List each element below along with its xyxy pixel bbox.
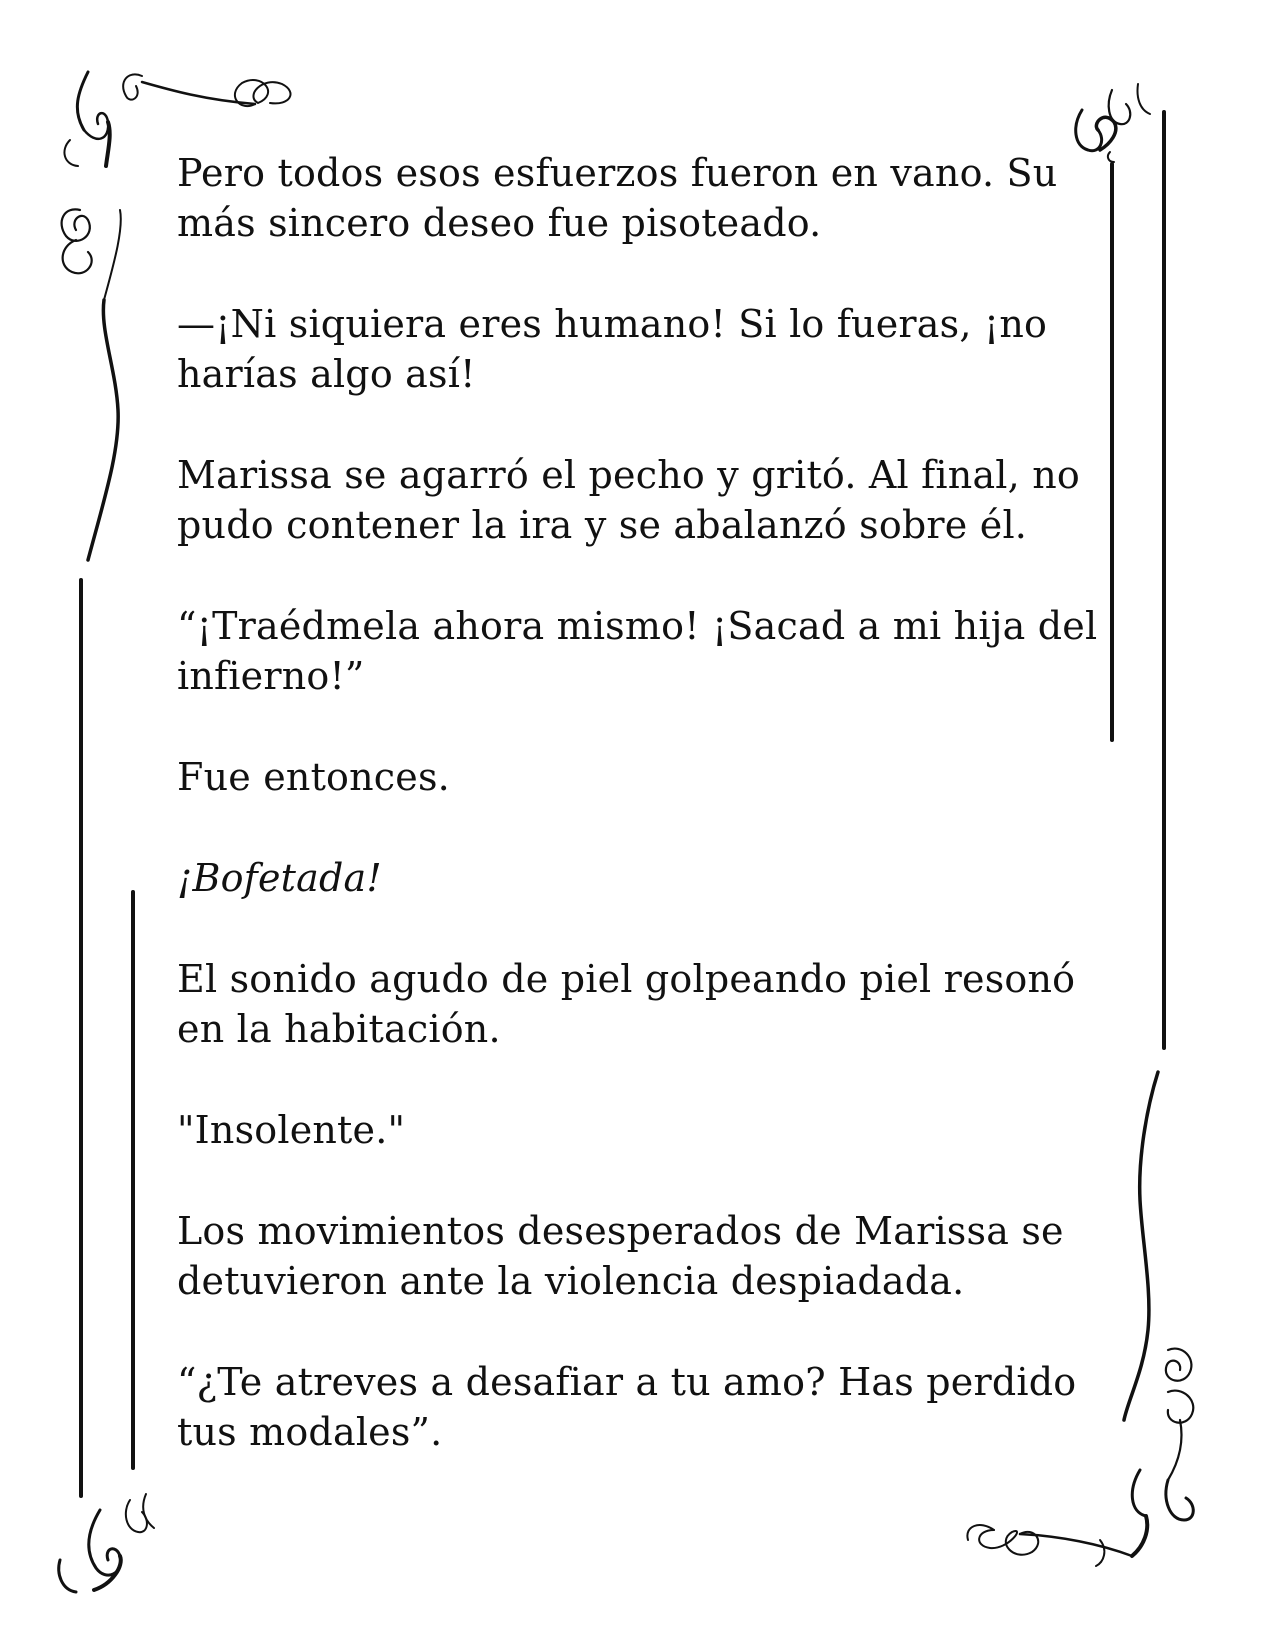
bottom-left-flourish: [59, 1494, 154, 1592]
paragraph-line: Fue entonces.: [177, 755, 450, 799]
paragraph-line: ¡Bofetada!: [177, 856, 382, 900]
paragraph-line: El sonido agudo de piel golpeando piel resonó: [177, 957, 1076, 1001]
paragraph-line: —¡Ni siquiera eres humano! Si lo fueras, ¡no: [177, 302, 1048, 346]
paragraph: [177, 954, 1097, 1054]
paragraph: [177, 148, 1097, 248]
paragraph-line: tus modales”.: [177, 1410, 443, 1454]
paragraph-line: "Insolente.": [177, 1108, 406, 1152]
paragraph: [177, 1206, 1097, 1306]
paragraph: [177, 1357, 1097, 1457]
paragraph-line: infierno!”: [177, 654, 365, 698]
paragraph-line: harías algo así!: [177, 352, 476, 396]
paragraph-line: detuvieron ante la violencia despiadada.: [177, 1259, 965, 1303]
paragraph-line: Marissa se agarró el pecho y gritó. Al final, no: [177, 453, 1080, 497]
paragraph-line: pudo contener la ira y se abalanzó sobre él.: [177, 503, 1028, 547]
page-text: [177, 148, 1097, 1508]
paragraph-line: “¡Traédmela ahora mismo! ¡Sacad a mi hija del: [177, 604, 1098, 648]
paragraph: [177, 853, 1097, 903]
paragraph-line: Los movimientos desesperados de Marissa se: [177, 1209, 1064, 1253]
paragraph: [177, 299, 1097, 399]
paragraph: [177, 1105, 1097, 1155]
paragraph: [177, 601, 1097, 701]
paragraph-line: Pero todos esos esfuerzos fueron en vano. Su: [177, 151, 1058, 195]
paragraph: [177, 752, 1097, 802]
paragraph-line: “¿Te atreves a desafiar a tu amo? Has perdido: [177, 1360, 1077, 1404]
paragraph-line: más sincero deseo fue pisoteado.: [177, 201, 822, 245]
paragraph-line: en la habitación.: [177, 1007, 501, 1051]
paragraph: [177, 450, 1097, 550]
